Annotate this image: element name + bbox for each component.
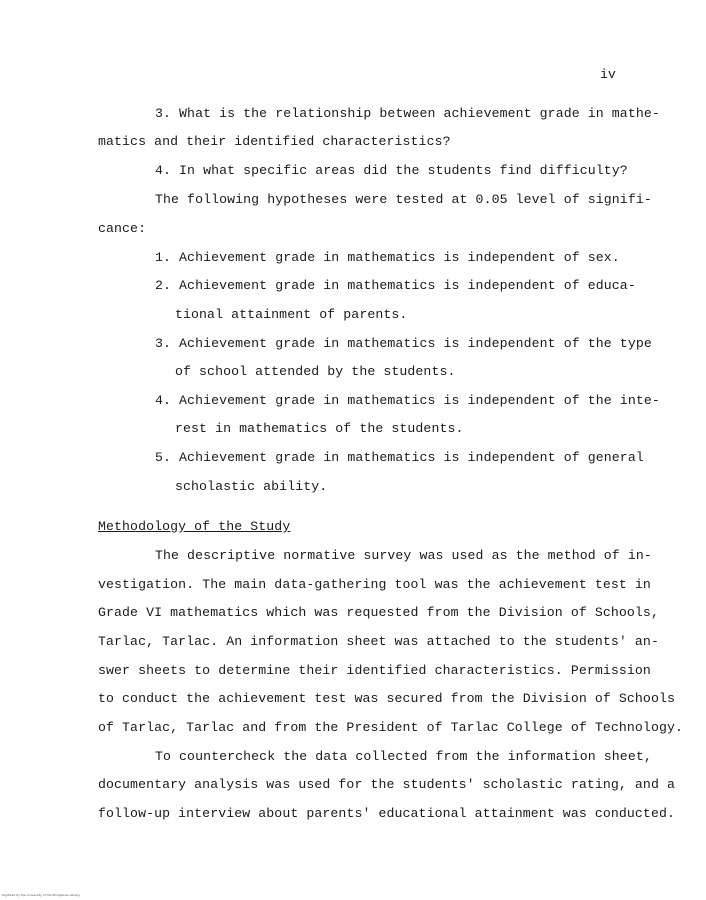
hypothesis-item: 4. Achievement grade in mathematics is independent of the inte- [155,393,660,408]
text-line: vestigation. The main data-gathering tool was the achievement test in [98,577,651,592]
text-line: to conduct the achievement test was secured from the Division of Schools [98,691,675,706]
hypothesis-item: 5. Achievement grade in mathematics is independent of general [155,450,644,465]
hypothesis-item: 1. Achievement grade in mathematics is independent of sex. [155,250,620,265]
text-line: 4. In what specific areas did the students find difficulty? [155,163,628,178]
page-number: iv [600,67,616,82]
text-line: The descriptive normative survey was used as the method of in- [155,548,652,563]
text-line: documentary analysis was used for the students' scholastic rating, and a [98,777,675,792]
hypothesis-continuation: tional attainment of parents. [175,307,408,322]
text-line: follow-up interview about parents' educational attainment was conducted. [98,806,675,821]
text-line: of Tarlac, Tarlac and from the President of Tarlac College of Technology. [98,720,684,735]
text-line: Tarlac, Tarlac. An information sheet was attached to the students' an- [98,634,659,649]
text-line: 3. What is the relationship between achievement grade in mathe- [155,106,660,121]
text-line: cance: [98,221,147,236]
text-line: swer sheets to determine their identified characteristics. Permission [98,663,651,678]
text-line: Grade VI mathematics which was requested from the Division of Schools, [98,605,659,620]
text-line: To countercheck the data collected from the information sheet, [155,749,652,764]
hypothesis-continuation: of school attended by the students. [175,364,456,379]
footer-stamp: Digitized by the University of the Philippines Library [2,893,81,897]
section-heading: Methodology of the Study [98,519,291,534]
hypothesis-continuation: scholastic ability. [175,479,328,494]
hypothesis-item: 3. Achievement grade in mathematics is independent of the type [155,336,652,351]
hypothesis-item: 2. Achievement grade in mathematics is independent of educa- [155,278,636,293]
text-line: The following hypotheses were tested at 0.05 level of signifi- [155,192,652,207]
hypothesis-continuation: rest in mathematics of the students. [175,421,464,436]
text-line: matics and their identified characteristics? [98,134,451,149]
